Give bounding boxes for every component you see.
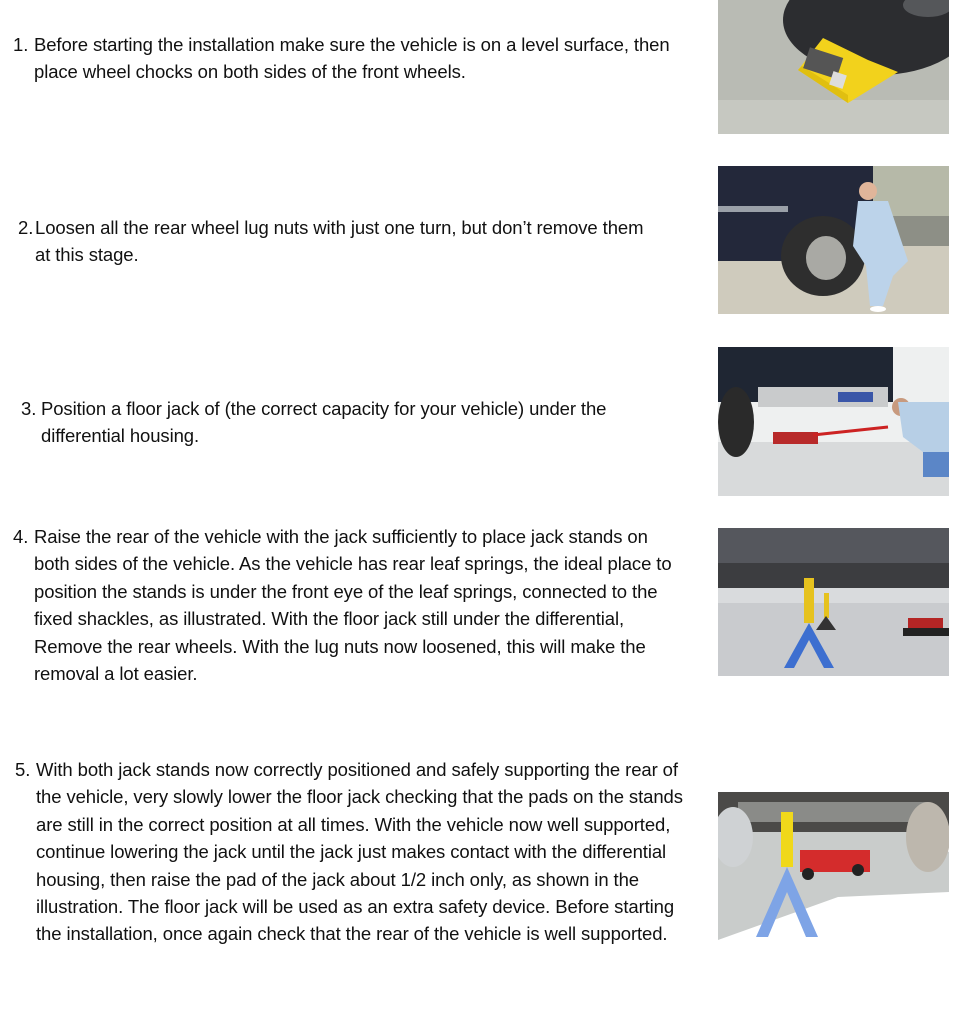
jack-stands-photo bbox=[718, 528, 949, 676]
step-text: Loosen all the rear wheel lug nuts with just one turn, but don’t remove them at this stage. bbox=[35, 217, 644, 266]
step-4 bbox=[13, 523, 683, 687]
step-number: 4. bbox=[13, 526, 29, 547]
step-text: Position a floor jack of (the correct capacity for your vehicle) under the differential housing. bbox=[41, 398, 607, 447]
step-2 bbox=[18, 214, 658, 269]
jack-safety-device-photo bbox=[718, 792, 949, 940]
step-text: With both jack stands now correctly positioned and safely supporting the rear of the vehicle, very slowly lower the floor jack checking that the pads on the stands are still in the correct position at all times. With the vehicle now well supported, continue lowering the jack until the jack just makes contact with the differential housing, then raise the pad of the jack about 1/2 inch only, as shown in the illustration. The floor jack will be used as an extra safety device. Before starting the installation, once again check that the rear of the vehicle is well supported. bbox=[36, 759, 683, 945]
wheel-chock-photo bbox=[718, 0, 949, 134]
step-number: 2. bbox=[18, 217, 34, 238]
step-3 bbox=[21, 395, 681, 450]
step-5 bbox=[15, 756, 695, 948]
floor-jack-differential-photo bbox=[718, 347, 949, 496]
step-text: Before starting the installation make sure the vehicle is on a level surface, then place wheel chocks on both sides of the front wheels. bbox=[34, 34, 670, 83]
loosen-lug-nuts-photo bbox=[718, 166, 949, 314]
step-1 bbox=[13, 31, 673, 86]
step-number: 1. bbox=[13, 34, 29, 55]
step-number: 3. bbox=[21, 398, 37, 419]
step-number: 5. bbox=[15, 759, 31, 780]
step-text: Raise the rear of the vehicle with the jack sufficiently to place jack stands on both sides of the vehicle. As the vehicle has rear leaf springs, the ideal place to position the stands is under the front eye of the leaf springs, connected to the fixed shackles, as illustrated. With the floor jack still under the differential, Remove the rear wheels. With the lug nuts now loosened, this will make the removal a lot easier. bbox=[34, 526, 672, 685]
